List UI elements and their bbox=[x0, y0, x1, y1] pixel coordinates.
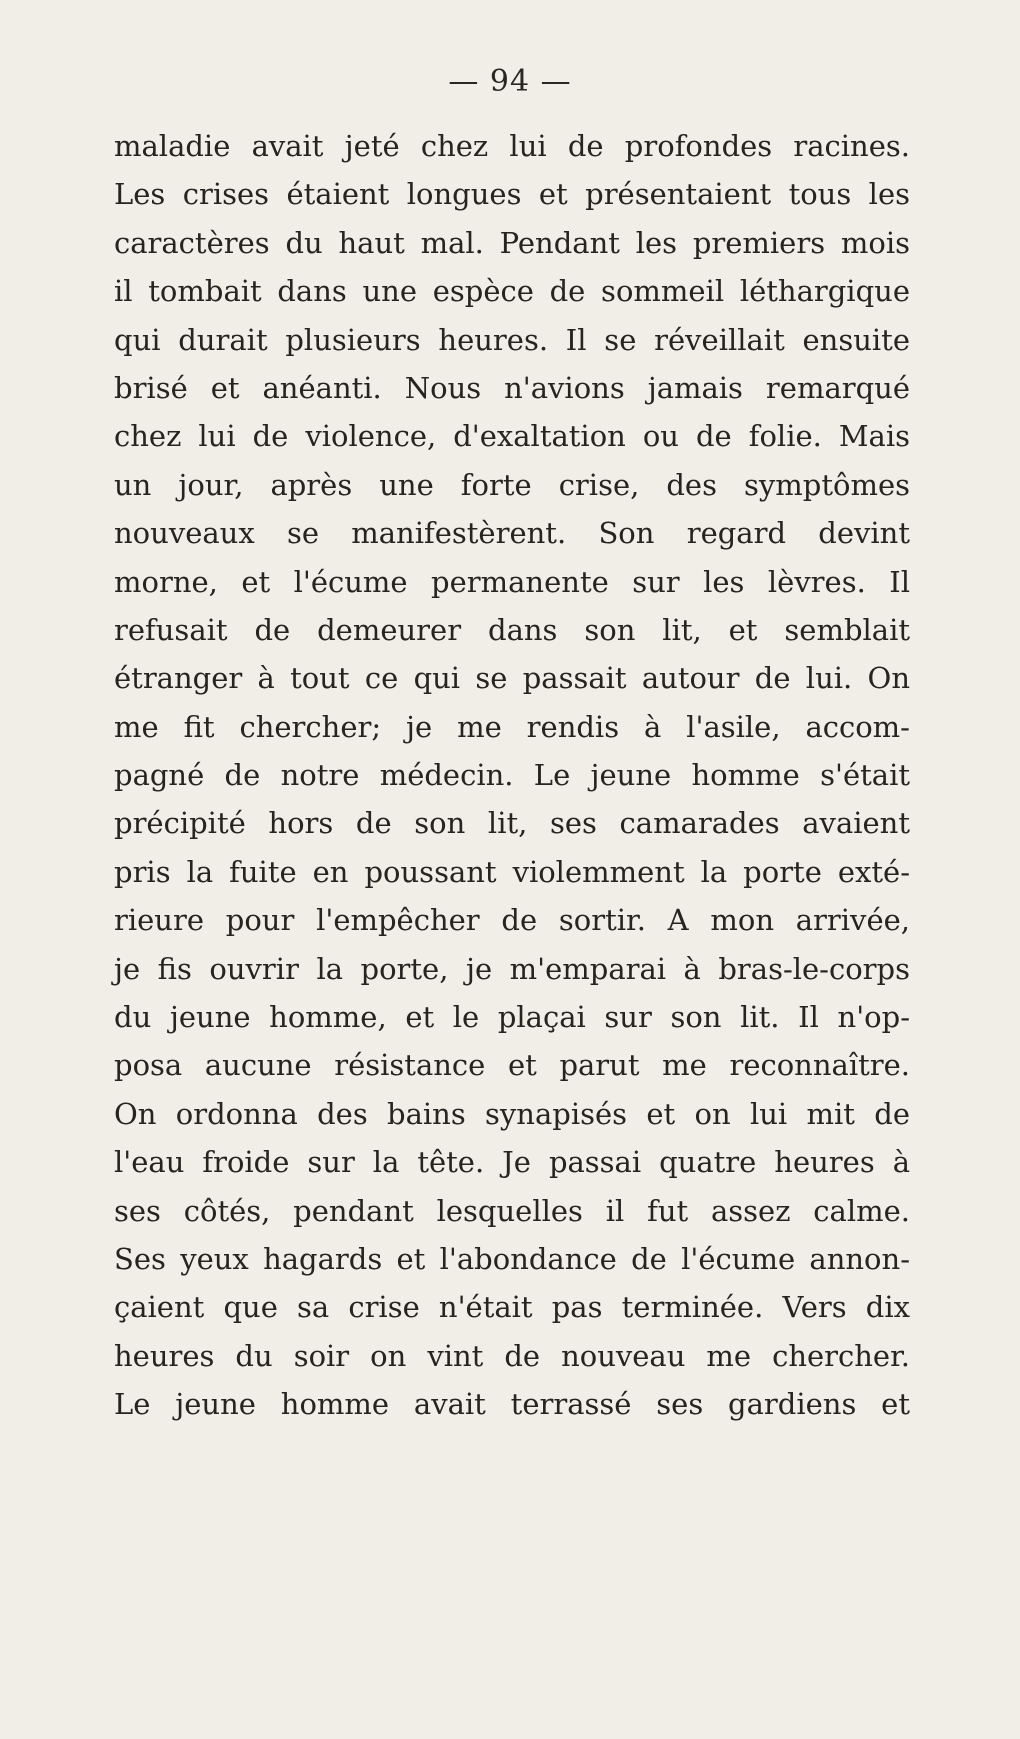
text-line: un jour, après une forte crise, des symptômes bbox=[114, 467, 910, 502]
text-line: ses côtés, pendant lesquelles il fut assez calme. bbox=[114, 1193, 910, 1228]
text-line: heures du soir on vint de nouveau me chercher. bbox=[114, 1338, 910, 1373]
text-line: je fis ouvrir la porte, je m'emparai à bras-le-corps bbox=[114, 951, 910, 986]
text-line: Ses yeux hagards et l'abondance de l'écume annon- bbox=[114, 1241, 910, 1276]
text-line: On ordonna des bains synapisés et on lui mit de bbox=[114, 1096, 910, 1131]
body-text bbox=[114, 122, 910, 1429]
text-line: du jeune homme, et le plaçai sur son lit. Il n'op- bbox=[114, 1000, 910, 1035]
text-line: Les crises étaient longues et présentaient tous les bbox=[114, 177, 910, 212]
text-line: pris la fuite en poussant violemment la porte exté- bbox=[114, 854, 910, 889]
text-line: Le jeune homme avait terrassé ses gardiens et bbox=[114, 1387, 910, 1422]
text-line: maladie avait jeté chez lui de profondes racines. bbox=[114, 129, 910, 163]
text-line: posa aucune résistance et parut me reconnaître. bbox=[114, 1048, 910, 1083]
text-line: précipité hors de son lit, ses camarades avaient bbox=[114, 806, 910, 841]
text-line: pagné de notre médecin. Le jeune homme s'était bbox=[114, 758, 910, 793]
text-line: l'eau froide sur la tête. Je passai quatre heures à bbox=[114, 1145, 910, 1180]
text-line: nouveaux se manifestèrent. Son regard devint bbox=[114, 516, 910, 551]
text-line: qui durait plusieurs heures. Il se réveillait ensuite bbox=[114, 322, 910, 357]
text-line: çaient que sa crise n'était pas terminée. Vers dix bbox=[114, 1290, 910, 1325]
text-line: rieure pour l'empêcher de sortir. A mon arrivée, bbox=[114, 903, 910, 938]
text-line: morne, et l'écume permanente sur les lèvres. Il bbox=[114, 564, 910, 599]
text-line: chez lui de violence, d'exaltation ou de folie. Mais bbox=[114, 419, 910, 454]
text-line: me fit chercher; je me rendis à l'asile, accom- bbox=[114, 709, 910, 744]
text-line: brisé et anéanti. Nous n'avions jamais remarqué bbox=[114, 370, 910, 405]
text-line: il tombait dans une espèce de sommeil léthargique bbox=[114, 274, 910, 309]
text-line: caractères du haut mal. Pendant les premiers mois bbox=[114, 225, 910, 260]
text-line: étranger à tout ce qui se passait autour de lui. On bbox=[114, 661, 910, 696]
text-line: refusait de demeurer dans son lit, et semblait bbox=[114, 612, 910, 647]
page-number: — 94 — bbox=[448, 64, 572, 99]
